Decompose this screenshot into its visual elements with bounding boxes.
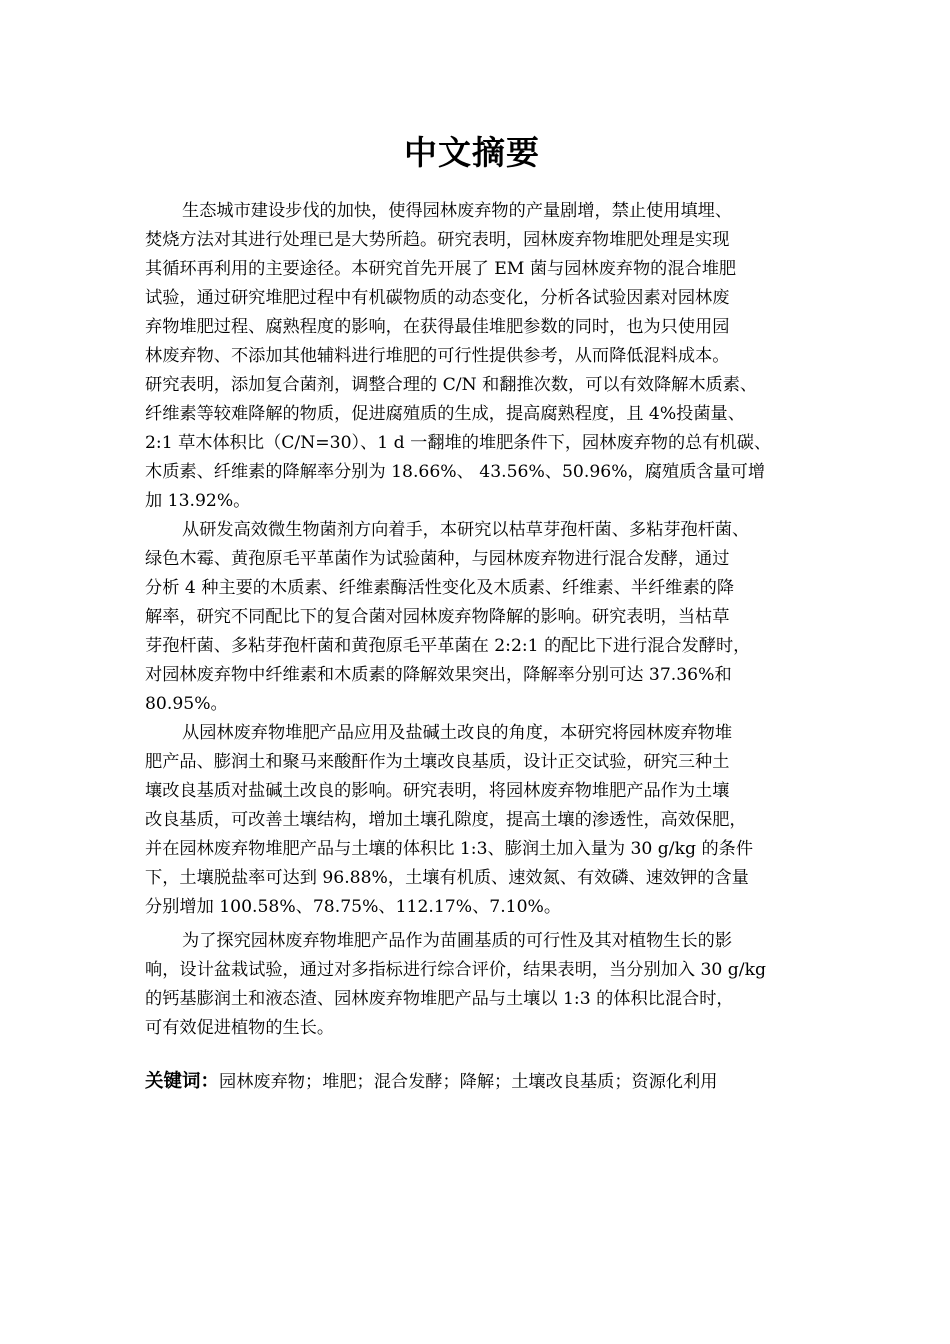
paragraph-1-line: 林废弃物、不添加其他辅料进行堆肥的可行性提供参考，从而降低混料成本。 bbox=[145, 346, 730, 366]
paragraph-2-line: 80.95%。 bbox=[145, 694, 228, 714]
paragraph-1-line: 焚烧方法对其进行处理已是大势所趋。研究表明，园林废弃物堆肥处理是实现 bbox=[145, 230, 730, 250]
paragraph-1-line: 生态城市建设步伐的加快，使得园林废弃物的产量剧增，禁止使用填埋、 bbox=[182, 201, 733, 221]
paragraph-3-line: 壤改良基质对盐碱土改良的影响。研究表明，将园林废弃物堆肥产品作为土壤 bbox=[145, 781, 730, 801]
keywords-line bbox=[145, 1069, 717, 1095]
paragraph-2-line: 芽孢杆菌、多粘芽孢杆菌和黄孢原毛平革菌在 2:2:1 的配比下进行混合发酵时， bbox=[145, 636, 751, 656]
paragraph-1-line: 试验，通过研究堆肥过程中有机碳物质的动态变化，分析各试验因素对园林废 bbox=[145, 288, 730, 308]
paragraph-4-line: 可有效促进植物的生长。 bbox=[145, 1018, 335, 1038]
paragraph-3-line: 下，土壤脱盐率可达到 96.88%，土壤有机质、速效氮、有效磷、速效钾的含量 bbox=[145, 868, 749, 888]
paragraph-3-line: 肥产品、膨润土和聚马来酸酐作为土壤改良基质，设计正交试验，研究三种土 bbox=[145, 752, 730, 772]
paragraph-1-line: 纤维素等较难降解的物质，促进腐殖质的生成，提高腐熟程度，且 4%投菌量、 bbox=[145, 404, 745, 424]
paragraph-2-line: 绿色木霉、黄孢原毛平革菌作为试验菌种，与园林废弃物进行混合发酵，通过 bbox=[145, 549, 730, 569]
paragraph-4-line: 的钙基膨润土和液态渣、园林废弃物堆肥产品与土壤以 1:3 的体积比混合时， bbox=[145, 989, 734, 1009]
paragraph-3-line: 改良基质，可改善土壤结构，增加土壤孔隙度，提高土壤的渗透性，高效保肥， bbox=[145, 810, 747, 830]
keywords-label: 关键词： bbox=[145, 1071, 220, 1092]
paragraph-2-line: 从研发高效微生物菌剂方向着手，本研究以枯草芽孢杆菌、多粘芽孢杆菌、 bbox=[182, 520, 750, 540]
paragraph-1-line: 其循环再利用的主要途径。本研究首先开展了 EM 菌与园林废弃物的混合堆肥 bbox=[145, 259, 737, 279]
paragraph-1-line: 2:1 草木体积比（C/N=30）、1 d 一翻堆的堆肥条件下，园林废弃物的总有机碳、 bbox=[145, 433, 772, 453]
page-title: 中文摘要 bbox=[404, 133, 540, 172]
paragraph-2-line: 分析 4 种主要的木质素、纤维素酶活性变化及木质素、纤维素、半纤维素的降 bbox=[145, 578, 735, 598]
paragraph-4-line: 响，设计盆栽试验，通过对多指标进行综合评价，结果表明，当分别加入 30 g/kg bbox=[145, 960, 767, 980]
keywords-text: 园林废弃物；堆肥；混合发酵；降解；土壤改良基质；资源化利用 bbox=[219, 1072, 718, 1092]
paragraph-3-line: 分别增加 100.58%、78.75%、112.17%、7.10%。 bbox=[145, 897, 562, 917]
paragraph-1-line: 弃物堆肥过程、腐熟程度的影响，在获得最佳堆肥参数的同时，也为只使用园 bbox=[145, 317, 730, 337]
paragraph-1-line: 研究表明，添加复合菌剂，调整合理的 C/N 和翻推次数，可以有效降解木质素、 bbox=[145, 375, 758, 395]
paragraph-2-line: 解率，研究不同配比下的复合菌对园林废弃物降解的影响。研究表明，当枯草 bbox=[145, 607, 730, 627]
paragraph-3-line: 并在园林废弃物堆肥产品与土壤的体积比 1:3、膨润土加入量为 30 g/kg 的条件 bbox=[145, 839, 754, 859]
paragraph-3-line: 从园林废弃物堆肥产品应用及盐碱土改良的角度，本研究将园林废弃物堆 bbox=[182, 723, 733, 743]
paragraph-1-line: 木质素、纤维素的降解率分别为 18.66%、 43.56%、50.96%，腐殖质含量可增 bbox=[145, 462, 766, 482]
paragraph-1-line: 加 13.92%。 bbox=[145, 491, 251, 511]
paragraph-2-line: 对园林废弃物中纤维素和木质素的降解效果突出，降解率分别可达 37.36%和 bbox=[145, 665, 732, 685]
paragraph-4-line: 为了探究园林废弃物堆肥产品作为苗圃基质的可行性及其对植物生长的影 bbox=[182, 931, 733, 951]
